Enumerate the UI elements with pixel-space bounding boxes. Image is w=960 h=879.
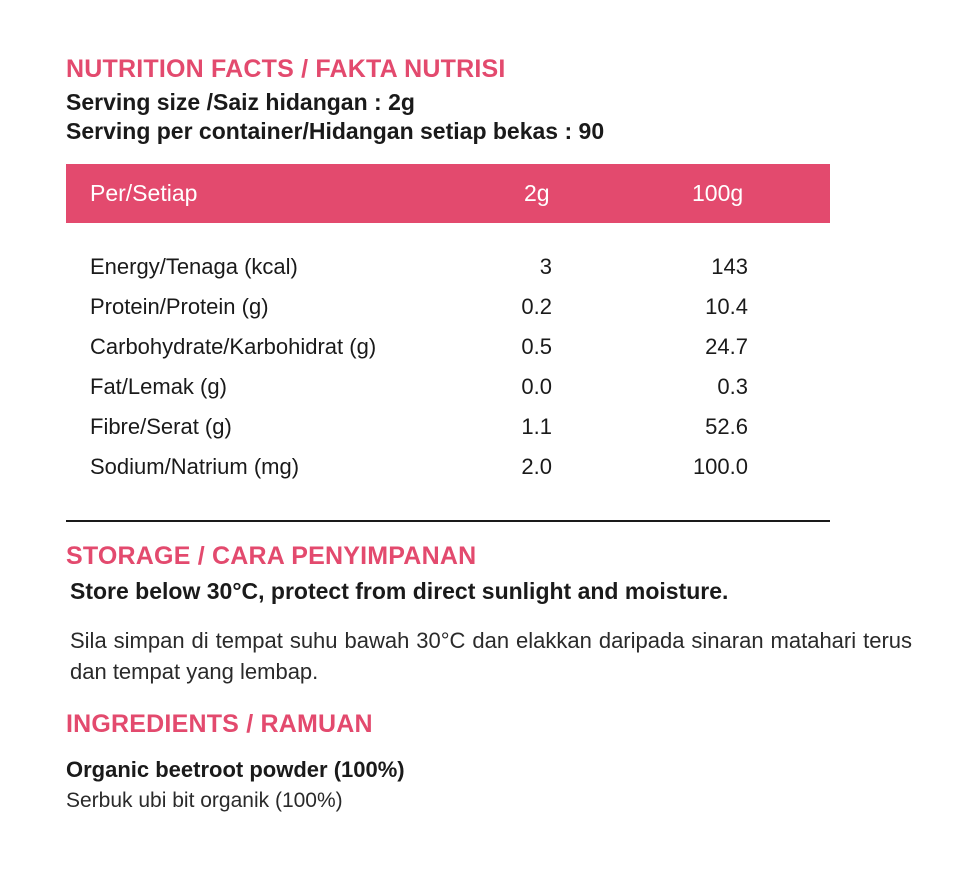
row-label: Fat/Lemak (g) — [90, 374, 227, 399]
nutrition-heading: NUTRITION FACTS / FAKTA NUTRISI — [66, 55, 506, 83]
row-label: Carbohydrate/Karbohidrat (g) — [90, 334, 377, 359]
row-value-100g: 143 — [711, 254, 748, 279]
section-divider — [66, 520, 830, 522]
row-value-2g: 0.0 — [521, 374, 552, 399]
row-value-2g: 0.5 — [521, 334, 552, 359]
row-value-100g: 100.0 — [692, 454, 748, 479]
row-value-100g: 10.4 — [705, 294, 748, 319]
storage-text-en: Store below 30°C, protect from direct sunlight and moisture. — [70, 578, 729, 604]
row-label: Protein/Protein (g) — [90, 294, 269, 319]
row-value-100g: 0.3 — [717, 374, 748, 399]
ingredients-text-ms: Serbuk ubi bit organik (100%) — [66, 789, 343, 812]
row-value-2g: 3 — [539, 254, 552, 279]
header-100g: 100g — [692, 180, 744, 206]
row-value-2g: 1.1 — [521, 414, 552, 439]
row-value-100g: 52.6 — [705, 414, 748, 439]
header-per-setiap: Per/Setiap — [90, 180, 198, 206]
ingredients-text-en: Organic beetroot powder (100%) — [66, 757, 405, 782]
row-value-2g: 2.0 — [521, 454, 552, 479]
row-label: Energy/Tenaga (kcal) — [90, 254, 298, 279]
table-row-fibre — [0, 414, 960, 446]
ingredients-heading: INGREDIENTS / RAMUAN — [66, 710, 373, 738]
header-2g: 2g — [524, 180, 550, 206]
table-row-fat — [0, 374, 960, 406]
storage-text-ms: Sila simpan di tempat suhu bawah 30°C dan elakkan daripada sinaran matahari terus dan tempat yang lembap. — [70, 628, 912, 684]
row-value-100g: 24.7 — [705, 334, 748, 359]
row-label: Sodium/Natrium (mg) — [90, 454, 300, 479]
storage-heading: STORAGE / CARA PENYIMPANAN — [66, 542, 477, 570]
serving-size: Serving size /Saiz hidangan : 2g — [66, 89, 415, 115]
table-row-sodium — [0, 454, 960, 486]
table-row-carbohydrate — [0, 334, 960, 366]
servings-per-container: Serving per container/Hidangan setiap bekas : 90 — [66, 118, 605, 144]
table-row-protein — [0, 294, 960, 326]
row-value-2g: 0.2 — [521, 294, 552, 319]
table-row-energy — [0, 254, 960, 286]
nutrition-table-header — [66, 164, 830, 223]
row-label: Fibre/Serat (g) — [90, 414, 232, 439]
